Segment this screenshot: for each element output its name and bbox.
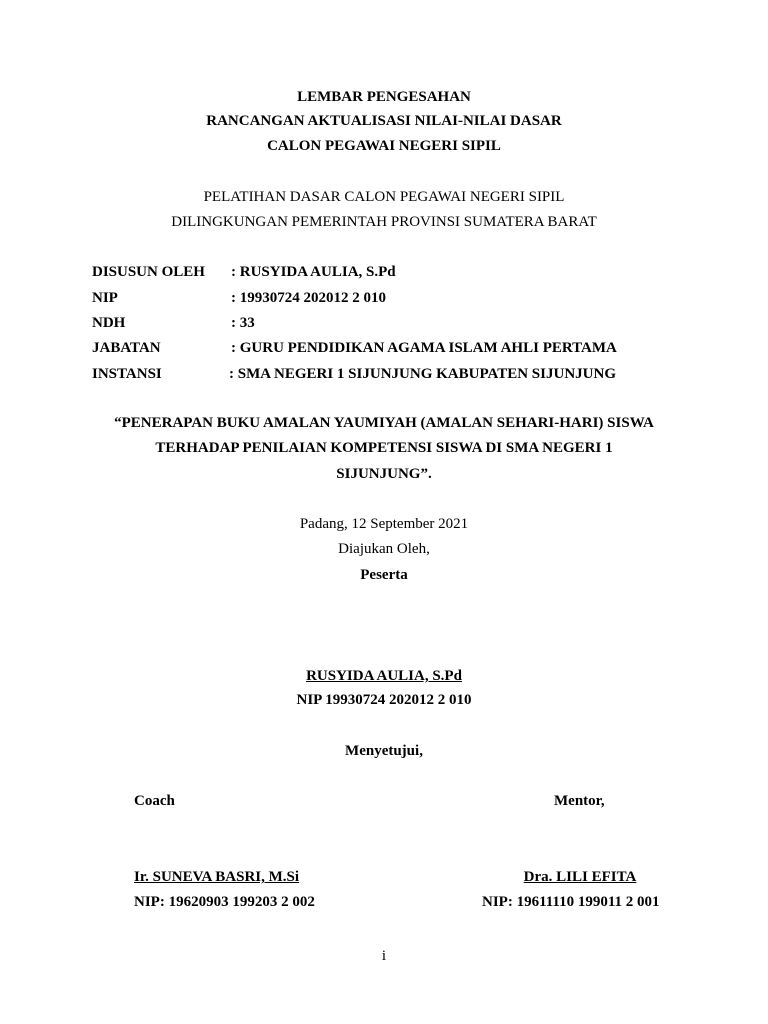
document-subheading-2: CALON PEGAWAI NEGERI SIPIL [267,138,501,154]
report-title-line-2: TERHADAP PENILAIAN KOMPETENSI SISWA DI SMA NEGERI 1 [155,440,613,456]
mentor-nip: NIP: 19611110 199011 2 001 [482,894,660,910]
submitted-by-label: Diajukan Oleh, [338,541,430,557]
coach-role: Coach [134,793,175,809]
participant-name: RUSYIDA AULIA, S.Pd [306,668,462,684]
field-value-nip: : 19930724 202012 2 010 [231,290,386,306]
report-title-line-1: “PENERAPAN BUKU AMALAN YAUMIYAH (AMALAN SEHARI-HARI) SISWA [114,415,654,431]
coach-name: Ir. SUNEVA BASRI, M.Si [134,869,300,885]
document-subheading: RANCANGAN AKTUALISASI NILAI-NILAI DASAR [206,113,562,129]
field-label-disusun-oleh: DISUSUN OLEH [92,264,205,280]
place-date: Padang, 12 September 2021 [299,516,469,532]
page-number: i [381,948,387,964]
field-label-jabatan: JABATAN [92,340,161,356]
field-label-instansi: INSTANSI [92,366,162,382]
field-label-ndh: NDH [92,315,126,331]
field-value-ndh: : 33 [231,315,255,331]
field-value-disusun-oleh: : RUSYIDA AULIA, S.Pd [231,264,396,280]
field-label-nip: NIP [92,290,118,306]
field-value-instansi: : SMA NEGERI 1 SIJUNJUNG KABUPATEN SIJUNJUNG [229,366,616,382]
approval-label: Menyetujui, [345,743,423,759]
coach-nip: NIP: 19620903 199203 2 002 [134,894,315,910]
participant-role: Peserta [360,567,408,583]
training-title: PELATIHAN DASAR CALON PEGAWAI NEGERI SIPIL [203,189,565,205]
participant-nip: NIP 19930724 202012 2 010 [296,692,472,708]
field-value-jabatan: : GURU PENDIDIKAN AGAMA ISLAM AHLI PERTAMA [231,340,617,356]
document-heading: LEMBAR PENGESAHAN [297,89,471,105]
training-location: DILINGKUNGAN PEMERINTAH PROVINSI SUMATERA BARAT [171,214,597,230]
mentor-name: Dra. LILI EFITA [523,869,637,885]
report-title-line-3: SIJUNJUNG”. [336,466,432,482]
mentor-role: Mentor, [554,793,605,809]
